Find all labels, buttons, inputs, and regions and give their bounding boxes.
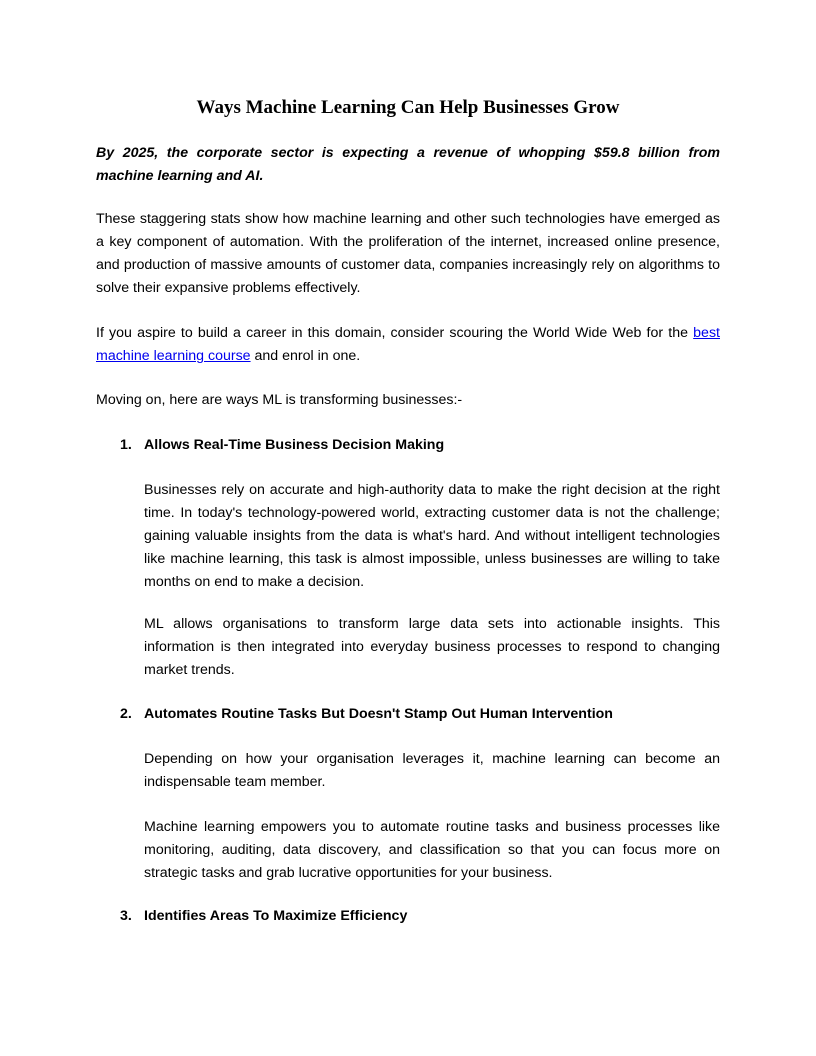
list-item-heading xyxy=(120,703,613,726)
list-item-paragraph: ML allows organisations to transform large data sets into actionable insights. This information is then integrated into everyday business processes to respond to changing market trends. xyxy=(144,616,720,678)
list-item-heading xyxy=(120,434,444,457)
paragraph-stats: These staggering stats show how machine learning and other such technologies have emerged as a key component of automation. With the proliferation of the internet, increased online presence, and production of massive amounts of customer data, companies increasingly rely on algorithms to solve their expansive problems effectively. xyxy=(96,211,720,296)
list-item-paragraph: Businesses rely on accurate and high-authority data to make the right decision at the right time. In today's technology-powered world, extracting customer data is not the challenge; gaining valuable insights from the data is what's hard. And without intelligent technologies like machine learning, this task is almost impossible, unless businesses are willing to take months on end to make a decision. xyxy=(144,482,720,590)
list-item-title: Automates Routine Tasks But Doesn't Stamp Out Human Intervention xyxy=(144,706,613,722)
paragraph-text: and enrol in one. xyxy=(250,348,361,364)
document-title: Ways Machine Learning Can Help Businesses Grow xyxy=(196,97,620,118)
list-item-heading xyxy=(120,905,407,928)
paragraph-text: If you aspire to build a career in this domain, consider scouring the World Wide Web for the xyxy=(96,325,694,341)
list-number: 3. xyxy=(120,908,132,924)
paragraph-career xyxy=(96,322,720,368)
list-item-title: Identifies Areas To Maximize Efficiency xyxy=(144,908,408,924)
list-item-paragraph: Machine learning empowers you to automate routine tasks and business processes like monitoring, auditing, data discovery, and classification so that you can focus more on strategic tasks and grab lucrative opportunities for your business. xyxy=(144,819,720,881)
list-item-title: Allows Real-Time Business Decision Making xyxy=(144,437,445,453)
paragraph-moving-on: Moving on, here are ways ML is transforming businesses:- xyxy=(96,392,463,408)
best-ml-course-link[interactable]: best machine learning course xyxy=(96,325,720,364)
list-item-paragraph: Depending on how your organisation leverages it, machine learning can become an indispensable team member. xyxy=(144,751,720,790)
list-number: 2. xyxy=(120,706,132,722)
intro-statement: By 2025, the corporate sector is expecting a revenue of whopping $59.8 billion from machine learning and AI. xyxy=(96,145,720,184)
list-number: 1. xyxy=(120,437,132,453)
